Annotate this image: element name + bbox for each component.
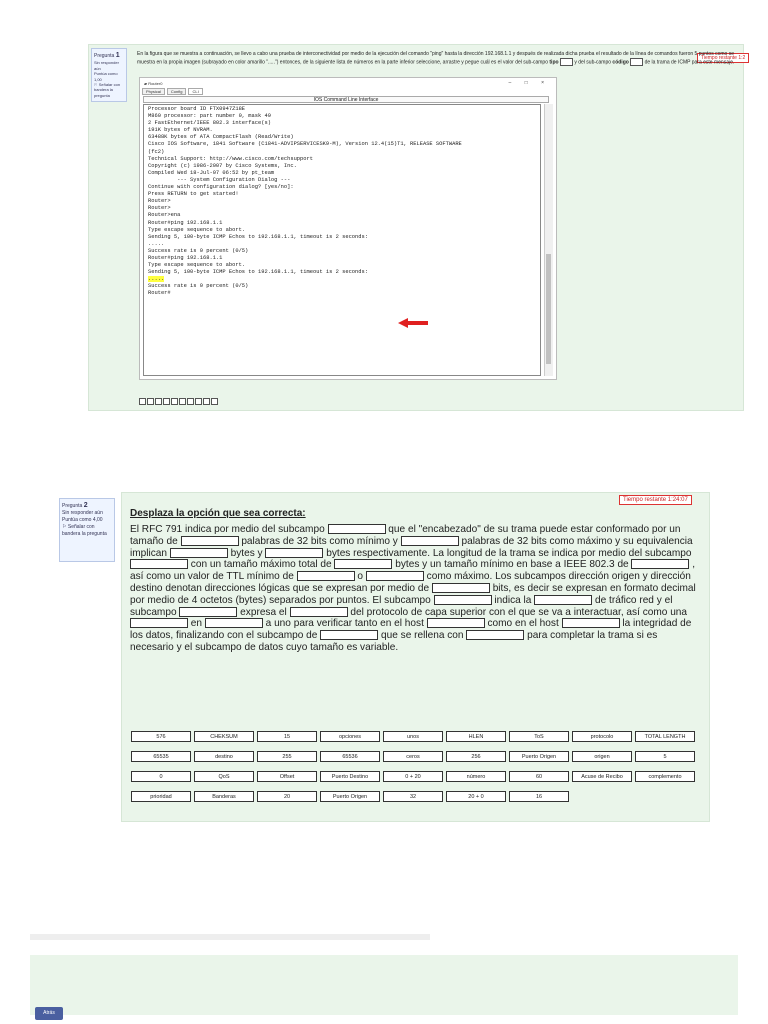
terminal-line: M860 processor: part number 0, mask 49: [148, 113, 271, 120]
tab-config[interactable]: Config: [167, 88, 187, 95]
drop-zone[interactable]: [290, 607, 348, 617]
terminal-line: Compiled Wed 18-Jul-07 06:52 by pt_team: [148, 169, 275, 176]
terminal-line: 63488K bytes of ATA CompactFlash (Read/Write): [148, 134, 294, 141]
time-remaining: Tiempo restante 1:2: [697, 53, 749, 63]
tab-physical[interactable]: Physical: [142, 88, 165, 95]
drag-option[interactable]: 65536: [320, 751, 380, 762]
question-2-segment: la integridad de los datos, finalizando con el subcampo de: [130, 618, 692, 642]
drag-option[interactable]: unos: [383, 731, 443, 742]
highlighted-ping-dots: .....: [148, 276, 165, 283]
question-status: Sin responder aún: [94, 60, 119, 71]
drag-option[interactable]: 60: [509, 771, 569, 782]
question-2-segment: indica la: [491, 594, 535, 606]
cli-terminal[interactable]: [143, 104, 541, 376]
flag-question-link[interactable]: ⚐ Señalar con bandera la pregunta: [62, 523, 107, 537]
question-nav-box[interactable]: [179, 398, 186, 405]
packet-tracer-router-window: [139, 77, 557, 380]
question-2-segment: expresa el: [237, 606, 290, 618]
drag-option[interactable]: 16: [509, 791, 569, 802]
drag-option[interactable]: opciones: [320, 731, 380, 742]
terminal-line: Sending 5, 100-byte ICMP Echos to 192.168.1.1, timeout is 2 seconds:: [148, 233, 368, 240]
drag-option[interactable]: complemento: [635, 771, 695, 782]
question-label: Pregunta: [62, 503, 83, 509]
question-nav-box[interactable]: [187, 398, 194, 405]
drop-zone[interactable]: [130, 618, 188, 628]
question-2-segment: bytes respectivamente. La longitud de la trama se indica por medio del subcampo: [323, 547, 692, 559]
codigo-drop-zone[interactable]: [630, 58, 643, 66]
question-nav-box[interactable]: [203, 398, 210, 405]
question-2-segment: que se rellena con: [378, 630, 467, 642]
question-nav-box[interactable]: [139, 398, 146, 405]
drag-option[interactable]: Puerto Origen: [509, 751, 569, 762]
drop-zone[interactable]: [297, 571, 355, 581]
tab-cli[interactable]: CLI: [188, 88, 202, 95]
terminal-line: Success rate is 0 percent (0/5): [148, 247, 249, 254]
terminal-line: Router>: [148, 205, 171, 212]
question-nav-box[interactable]: [163, 398, 170, 405]
terminal-line: Router>: [148, 198, 171, 205]
terminal-line: Cisco IOS Software, 1841 Software (C1841-ADVIPSERVICESK9-M), Version 12.4(15)T1, RELEASE SOFTWARE: [148, 141, 462, 148]
question-2-info: [59, 498, 115, 562]
drop-zone[interactable]: [328, 524, 386, 534]
drag-option[interactable]: TOTAL LENGTH: [635, 731, 695, 742]
drag-option[interactable]: número: [446, 771, 506, 782]
drop-zone[interactable]: [432, 583, 490, 593]
drag-option[interactable]: 0 + 20: [383, 771, 443, 782]
terminal-line: Router#ping 192.168.1.1: [148, 254, 223, 261]
drag-option[interactable]: destino: [194, 751, 254, 762]
terminal-line: 191K bytes of NVRAM.: [148, 127, 213, 134]
question-points: Puntúa como 1,00: [94, 71, 118, 82]
question-number: 2: [83, 502, 88, 509]
back-button[interactable]: Atrás: [35, 1007, 63, 1020]
drop-zone[interactable]: [334, 559, 392, 569]
drag-option[interactable]: ToS: [509, 731, 569, 742]
drag-options-grid: [131, 731, 698, 802]
terminal-line: Continue with configuration dialog? [yes/no]:: [148, 184, 294, 191]
terminal-line: [148, 276, 536, 283]
between-text: y del sub-campo: [574, 59, 612, 66]
question-2-title: Desplaza la opción que sea correcta:: [130, 508, 306, 519]
terminal-line: Type escape sequence to abort.: [148, 226, 246, 233]
drag-option[interactable]: 20 + 0: [446, 791, 506, 802]
drag-option[interactable]: 20: [257, 791, 317, 802]
drop-zone[interactable]: [631, 559, 689, 569]
question-2-segment: El RFC 791 indica por medio del subcampo: [130, 524, 328, 535]
question-2-segment: con un tamaño máximo total de: [188, 559, 335, 571]
window-title: ▰ Router0: [144, 81, 163, 86]
question-2-segment: como máximo. Los subcampos dirección origen y dirección destino denotan direcciones lógicas que se expresan por medio de: [130, 571, 691, 594]
question-nav-box[interactable]: [155, 398, 162, 405]
question-2-segment: palabras de 32 bits como máximo y su equivalencia implican: [130, 535, 693, 559]
window-tabs: [142, 88, 203, 95]
drag-option[interactable]: Puerto Destino: [320, 771, 380, 782]
tipo-label: tipo: [549, 59, 559, 66]
terminal-line: Type escape sequence to abort.: [148, 262, 246, 269]
question-points: Puntúa como 4,00: [62, 517, 103, 524]
drop-zone[interactable]: [434, 595, 492, 605]
terminal-line: .....: [148, 240, 165, 247]
terminal-line: Router>ena: [148, 212, 181, 219]
question-2-segment: del protocolo de capa superior con el que se va a interactuar, así como una: [347, 606, 688, 618]
drag-option[interactable]: Offset: [257, 771, 317, 782]
drop-zone[interactable]: [130, 559, 188, 569]
drag-option[interactable]: Banderas: [194, 791, 254, 802]
question-nav-box[interactable]: [147, 398, 154, 405]
drag-option[interactable]: CHEKSUM: [194, 731, 254, 742]
tipo-drop-zone[interactable]: [560, 58, 573, 66]
terminal-line: --- System Configuration Dialog ---: [148, 176, 291, 183]
terminal-line: (fc2): [148, 148, 165, 155]
question-number: 1: [115, 52, 120, 59]
drop-zone[interactable]: [170, 548, 228, 558]
codigo-label: código: [612, 59, 629, 66]
question-2-segment: que el "encabezado" de su trama puede estar conformado por un tamaño de: [130, 524, 681, 547]
drag-option[interactable]: protocolo: [572, 731, 632, 742]
drop-zone[interactable]: [534, 595, 592, 605]
question-2-segment: a uno para verificar tanto en el host: [262, 618, 427, 630]
after-text: de la trama de ICMP para este mensaje.: [644, 59, 735, 66]
drag-option[interactable]: 255: [257, 751, 317, 762]
terminal-line: Processor board ID FTX0947Z18E: [148, 106, 246, 112]
terminal-scrollbar[interactable]: [544, 104, 553, 376]
question-2-segment: , así como un valor de TTL mínimo de: [130, 559, 696, 583]
drag-option[interactable]: 0: [131, 771, 191, 782]
drop-zone[interactable]: [401, 536, 459, 546]
drop-zone[interactable]: [320, 630, 378, 640]
drag-option[interactable]: 576: [131, 731, 191, 742]
terminal-line: Router#: [148, 290, 171, 297]
drag-option[interactable]: 5: [635, 751, 695, 762]
drag-option[interactable]: 256: [446, 751, 506, 762]
drop-zone[interactable]: [181, 536, 239, 546]
terminal-line: 2 FastEthernet/IEEE 802.3 interface(s): [148, 120, 271, 127]
question-label: Pregunta: [94, 53, 115, 59]
progress-bar: [30, 934, 430, 940]
drop-zone[interactable]: [466, 630, 524, 640]
drag-option[interactable]: 65535: [131, 751, 191, 762]
question-1-statement: En la figura que se muestra a continuación, se llevo a cabo una prueba de interconectividad por medio de la ejecución del comando "ping" hasta la dirección 192.168.1.1 y después de realizada dicha prueba el resultado de la línea de comandos fueron 5 puntos como se muestra en la propia imagen (subrayado en color amarillo ".....") entonces, de la siguiente lista de números en la parte inferior seleccione, arrastre y pegue cuál es el valor del sub-campo: [137, 51, 734, 66]
terminal-line: Copyright (c) 1986-2007 by Cisco Systems, Inc.: [148, 162, 297, 169]
question-2-segment: o: [354, 571, 366, 583]
drag-option[interactable]: HLEN: [446, 731, 506, 742]
question-status: Sin responder aún: [62, 510, 103, 517]
drop-zone[interactable]: [366, 571, 424, 581]
drag-option[interactable]: 32: [383, 791, 443, 802]
question-2-text: [130, 524, 696, 654]
time-remaining: Tiempo restante 1:24:07: [619, 495, 692, 505]
drag-option[interactable]: prioridad: [131, 791, 191, 802]
drop-zone[interactable]: [179, 607, 237, 617]
drag-option[interactable]: Puerto Origen: [320, 791, 380, 802]
question-nav-box[interactable]: [171, 398, 178, 405]
terminal-line: Technical Support: http://www.cisco.com/techsupport: [148, 155, 313, 162]
question-2-segment: en: [188, 618, 205, 630]
question-2-segment: palabras de 32 bits como mínimo y: [238, 535, 401, 547]
drop-zone[interactable]: [265, 548, 323, 558]
question-1-info: [91, 48, 127, 102]
drop-zone[interactable]: [205, 618, 263, 628]
scrollbar-thumb[interactable]: [546, 254, 551, 364]
terminal-line: Press RETURN to get started!: [148, 191, 239, 198]
drag-option[interactable]: Acuse de Recibo: [572, 771, 632, 782]
footer-panel: [30, 955, 738, 1015]
window-controls[interactable]: – □ ×: [508, 80, 550, 86]
drag-option[interactable]: origen: [572, 751, 632, 762]
question-nav-box[interactable]: [211, 398, 218, 405]
question-2-segment: de tráfico red y el subcampo: [130, 594, 673, 618]
question-nav-box[interactable]: [195, 398, 202, 405]
question-2-segment: bytes y: [227, 547, 266, 559]
question-2-segment: bytes y un tamaño mínimo en base a IEEE 802.3 de: [392, 559, 632, 571]
flag-question-link[interactable]: ⚐ Señalar con bandera la pregunta: [94, 82, 121, 98]
drag-option[interactable]: ceros: [383, 751, 443, 762]
terminal-line: Sending 5, 100-byte ICMP Echos to 192.168.1.1, timeout is 2 seconds:: [148, 269, 368, 276]
terminal-line: Router#ping 192.168.1.1: [148, 219, 223, 226]
terminal-line: Success rate is 0 percent (0/5): [148, 283, 249, 290]
drag-option[interactable]: QoS: [194, 771, 254, 782]
question-2-segment: bits, es decir se expresan en formato decimal por medio de 4 octetos (bytes) separados por puntos. El subcampo: [130, 582, 696, 606]
question-2-segment: para completar la trama si es necesario y el subcampo de datos cuyo tamaño es variable.: [130, 630, 658, 653]
cli-header: IOS Command Line Interface: [143, 96, 549, 103]
question-1-text: [137, 51, 737, 66]
red-arrow-icon: [398, 318, 428, 328]
question-navigation: [139, 398, 218, 405]
drop-zone[interactable]: [562, 618, 620, 628]
drag-option[interactable]: 15: [257, 731, 317, 742]
question-2-segment: como en el host: [484, 618, 562, 630]
drop-zone[interactable]: [427, 618, 485, 628]
